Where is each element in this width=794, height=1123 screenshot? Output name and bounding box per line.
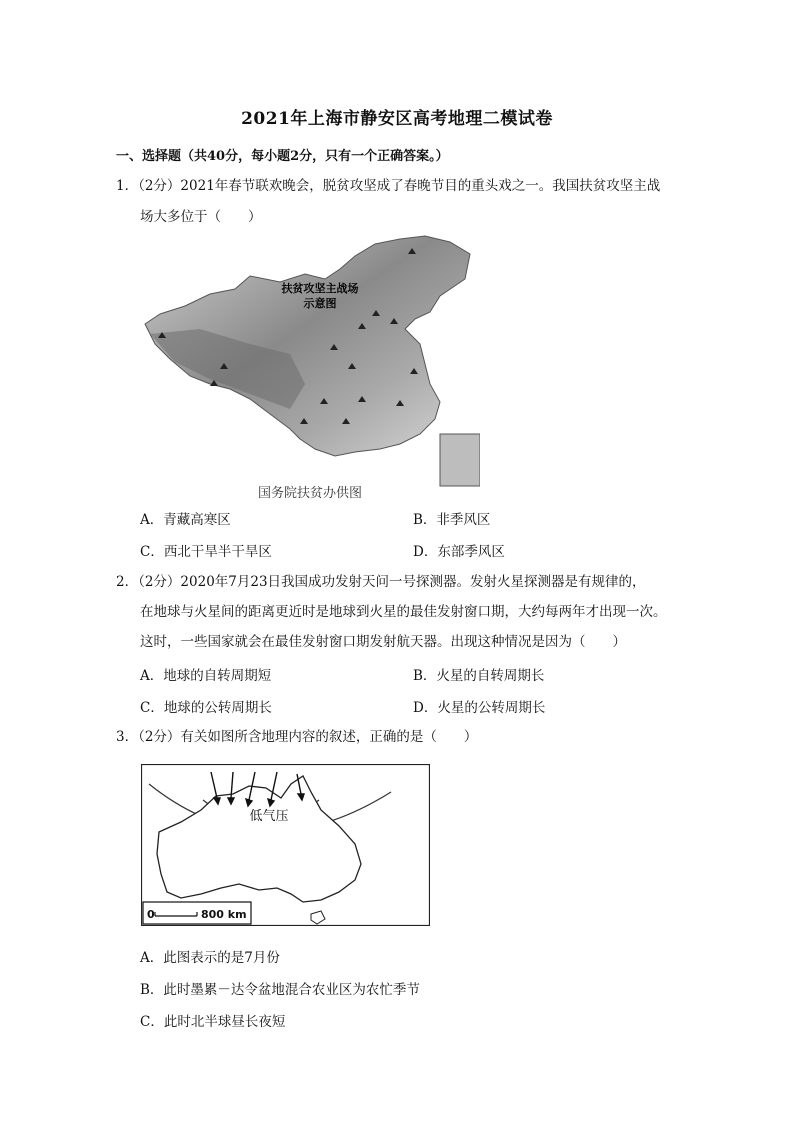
q1-stem-line2: 场大多位于（ ）: [140, 209, 262, 225]
page-title: 2021年上海市静安区高考地理二模试卷: [241, 109, 553, 129]
q2-stem-line3: 这时，一些国家就会在最佳发射窗口期发射航天器。出现这种情况是因为（ ）: [140, 634, 626, 650]
q2-option-b[interactable]: B．火星的自转周期长: [413, 668, 545, 684]
q3-option-a[interactable]: A．此图表示的是7月份: [140, 950, 280, 966]
low-pressure-label: 低气压: [249, 809, 289, 824]
q3-option-c[interactable]: C．此时北半球昼长夜短: [140, 1014, 286, 1030]
section-heading: 一、选择题（共40分，每小题2分，只有一个正确答案。）: [116, 149, 449, 164]
q2-option-a[interactable]: A．地球的自转周期短: [140, 668, 272, 684]
map-title-line1: 扶贫攻坚主战场: [281, 282, 359, 295]
q2-option-d[interactable]: D．火星的公转周期长: [413, 700, 546, 716]
south-china-sea-inset: [440, 434, 480, 486]
australia-map-image: [141, 764, 430, 926]
poverty-map-image: [140, 234, 480, 496]
map-title-line2: 示意图: [303, 297, 337, 310]
scale-distance-label: 800 km: [201, 908, 247, 921]
q1-option-a[interactable]: A．青藏高寒区: [140, 512, 231, 528]
q1-stem-line1: 1．（2分）2021年春节联欢晚会，脱贫攻坚成了春晚节目的重头戏之一。我国扶贫攻坚主战: [116, 178, 661, 194]
q2-stem-line2: 在地球与火星间的距离更近时是地球到火星的最佳发射窗口期，大约每两年才出现一次。: [140, 604, 667, 620]
q1-option-c[interactable]: C．西北干旱半干旱区: [140, 544, 272, 560]
q1-option-d[interactable]: D．东部季风区: [413, 544, 505, 560]
q2-stem-line1: 2．（2分）2020年7月23日我国成功发射天问一号探测器。发射火星探测器是有规律的，: [116, 574, 646, 590]
q3-stem: 3．（2分）有关如图所含地理内容的叙述，正确的是（ ）: [116, 729, 478, 745]
q1-option-b[interactable]: B．非季风区: [413, 512, 491, 528]
q2-option-c[interactable]: C．地球的公转周期长: [140, 700, 272, 716]
q3-option-b[interactable]: B．此时墨累－达令盆地混合农业区为农忙季节: [140, 982, 420, 998]
map-caption: 国务院扶贫办供图: [258, 486, 363, 501]
scale-zero-label: 0: [147, 908, 155, 921]
